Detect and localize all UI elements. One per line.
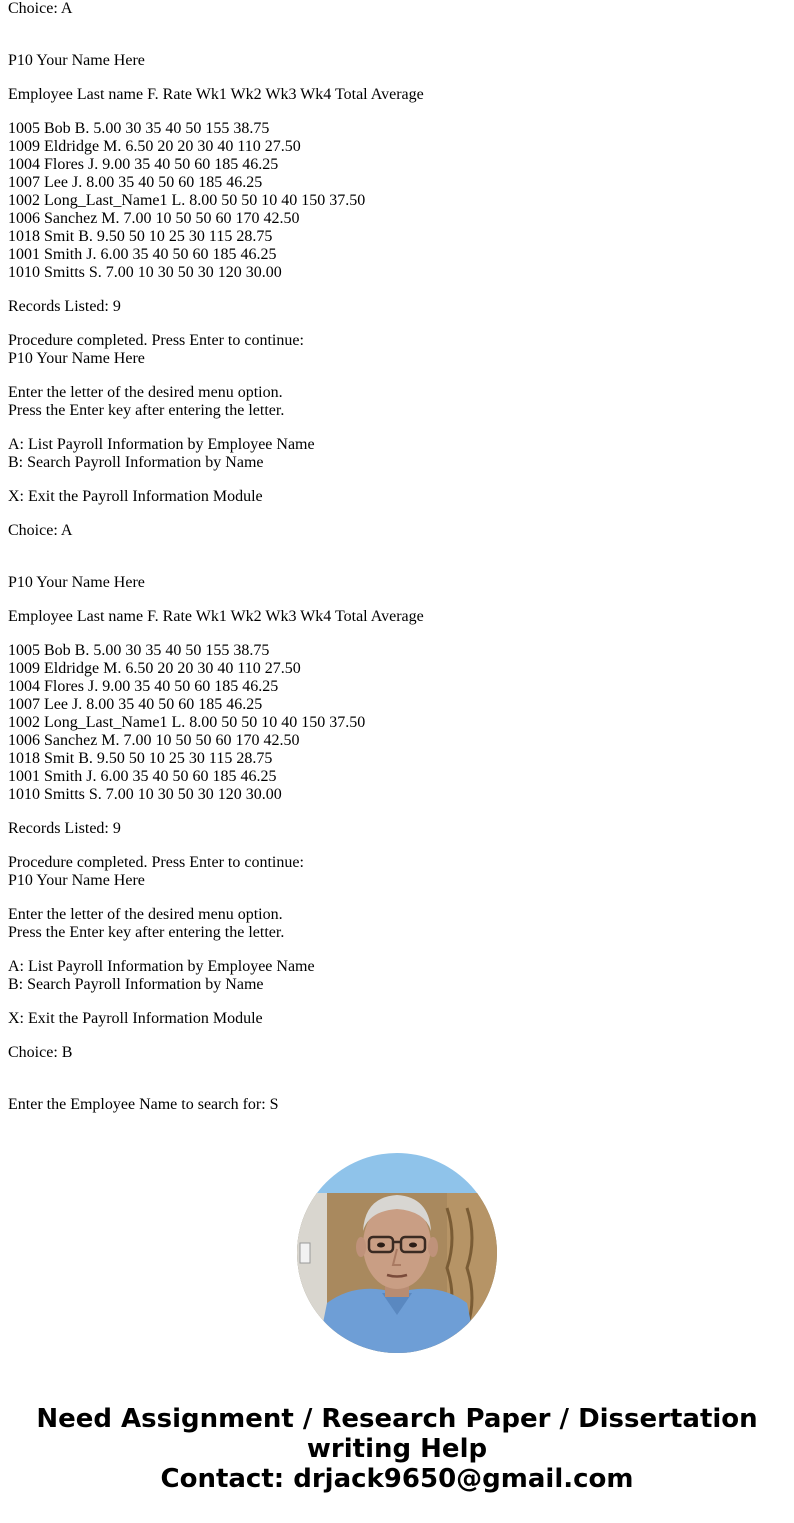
console-output [8,0,788,1123]
table-row: 1007 Lee J. 8.00 35 40 50 60 185 46.25 [8,174,263,191]
menu-instruction: Press the Enter key after entering the letter. [8,402,285,419]
table-row: 1010 Smitts S. 7.00 10 30 50 30 120 30.00 [8,264,282,281]
table-row: 1018 Smit B. 9.50 50 10 25 30 115 28.75 [8,750,273,767]
menu-instruction: Enter the letter of the desired menu option. [8,384,283,401]
report-header: P10 Your Name Here [8,52,145,69]
column-headers: Employee Last name F. Rate Wk1 Wk2 Wk3 Wk4 Total Average [8,608,424,625]
table-row: 1018 Smit B. 9.50 50 10 25 30 115 28.75 [8,228,273,245]
promo-banner [0,1123,794,1523]
table-row: 1010 Smitts S. 7.00 10 30 50 30 120 30.00 [8,786,282,803]
menu-option-a: A: List Payroll Information by Employee Name [8,436,315,453]
contact-email: Contact: drjack9650@gmail.com [160,1464,634,1494]
cta-subline: writing Help [306,1434,488,1464]
menu-instruction: Press the Enter key after entering the letter. [8,924,285,941]
choice-line: Choice: A [8,522,73,539]
choice-line: Choice: B [8,1044,73,1061]
payroll-table-1 [8,120,788,282]
table-row: 1006 Sanchez M. 7.00 10 50 50 60 170 42.50 [8,732,300,749]
table-row: 1001 Smith J. 6.00 35 40 50 60 185 46.25 [8,768,277,785]
contact-banner [0,1404,794,1494]
report-header: P10 Your Name Here [8,350,145,367]
menu-instruction: Enter the letter of the desired menu option. [8,906,283,923]
menu-option-x: X: Exit the Payroll Information Module [8,1010,263,1027]
payroll-table-2 [8,642,788,804]
procedure-message: Procedure completed. Press Enter to continue: [8,854,304,871]
report-header: P10 Your Name Here [8,574,145,591]
table-row: 1004 Flores J. 9.00 35 40 50 60 185 46.25 [8,678,279,695]
report-header: P10 Your Name Here [8,872,145,889]
records-count: Records Listed: 9 [8,298,121,315]
table-row: 1002 Long_Last_Name1 L. 8.00 50 50 10 40 150 37.50 [8,714,366,731]
table-row: 1001 Smith J. 6.00 35 40 50 60 185 46.25 [8,246,277,263]
choice-line: Choice: A [8,0,73,17]
person-photo-icon [297,1153,497,1353]
cta-headline: Need Assignment / Research Paper / Dissertation [36,1404,758,1434]
procedure-message: Procedure completed. Press Enter to continue: [8,332,304,349]
table-row: 1005 Bob B. 5.00 30 35 40 50 155 38.75 [8,120,270,137]
menu-option-b: B: Search Payroll Information by Name [8,454,264,471]
column-headers: Employee Last name F. Rate Wk1 Wk2 Wk3 Wk4 Total Average [8,86,424,103]
search-prompt: Enter the Employee Name to search for: S [8,1096,279,1113]
menu-option-b: B: Search Payroll Information by Name [8,976,264,993]
table-row: 1005 Bob B. 5.00 30 35 40 50 155 38.75 [8,642,270,659]
menu-option-x: X: Exit the Payroll Information Module [8,488,263,505]
table-row: 1002 Long_Last_Name1 L. 8.00 50 50 10 40 150 37.50 [8,192,366,209]
table-row: 1009 Eldridge M. 6.50 20 20 30 40 110 27.50 [8,138,301,155]
table-row: 1004 Flores J. 9.00 35 40 50 60 185 46.25 [8,156,279,173]
table-row: 1009 Eldridge M. 6.50 20 20 30 40 110 27.50 [8,660,301,677]
records-count: Records Listed: 9 [8,820,121,837]
table-row: 1006 Sanchez M. 7.00 10 50 50 60 170 42.50 [8,210,300,227]
avatar [297,1153,497,1353]
menu-option-a: A: List Payroll Information by Employee Name [8,958,315,975]
table-row: 1007 Lee J. 8.00 35 40 50 60 185 46.25 [8,696,263,713]
